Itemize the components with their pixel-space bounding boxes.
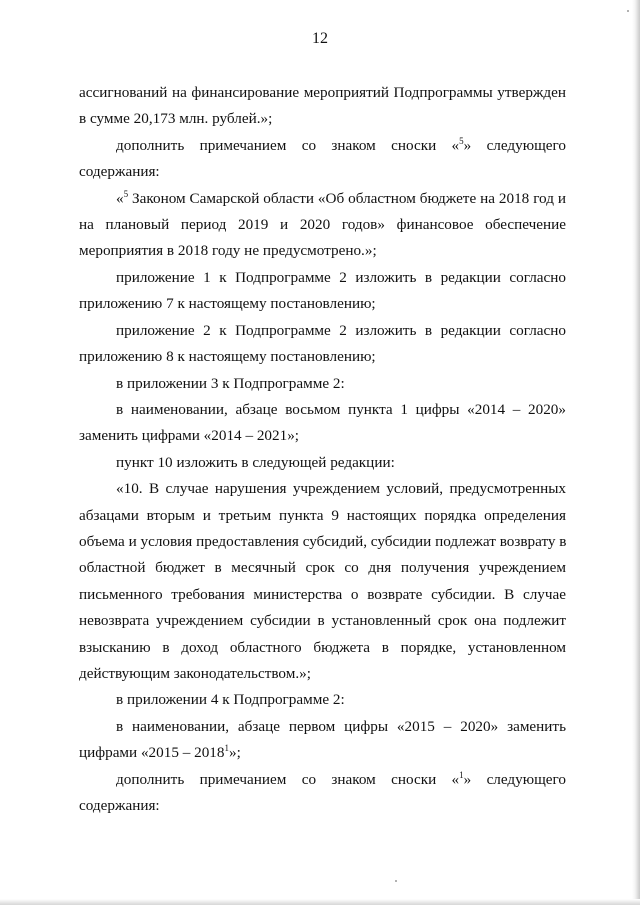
text-line — [116, 189, 566, 209]
text-fragment: »; — [229, 744, 241, 761]
footnote-mark: 5 — [459, 136, 464, 146]
text-line: приложению 8 к настоящему постановлению; — [79, 348, 376, 365]
text-line: пункт 10 изложить в следующей редакции: — [116, 454, 395, 471]
scan-speck — [395, 880, 397, 882]
page-number: 12 — [312, 30, 328, 47]
text-line: письменного требования министерства о возврате субсидии. В случае — [79, 586, 566, 603]
text-fragment: дополнить примечанием со знаком сноски « — [116, 771, 460, 788]
text-line: «10. В случае нарушения учреждением условий, предусмотренных — [116, 480, 566, 497]
text-line: ассигнований на финансирование мероприятий Подпрограммы утвержден — [79, 84, 566, 101]
text-line: абзацами вторым и третьим пункта 9 настоящих порядка определения — [79, 507, 566, 524]
text-line: содержания: — [79, 163, 160, 180]
scan-speck — [627, 10, 629, 12]
text-line: объема и условия предоставления субсидий, субсидии подлежат возврату в — [79, 533, 567, 550]
text-line: взысканию в доход областного бюджета в порядке, установленном — [79, 639, 566, 656]
text-line: содержания: — [79, 797, 160, 814]
text-line: областной бюджет в месячный срок со дня получения учреждением — [79, 559, 566, 576]
text-line: заменить цифрами «2014 – 2021»; — [79, 427, 300, 444]
text-line: мероприятия в 2018 году не предусмотрено.»; — [79, 242, 377, 259]
text-fragment: » следующего — [463, 137, 566, 154]
text-line: в наименовании, абзаце восьмом пункта 1 цифры «2014 – 2020» — [116, 401, 566, 418]
text-line — [116, 136, 566, 156]
text-line: невозврата учреждением субсидии в установленный срок она подлежит — [79, 612, 566, 629]
text-line: действующим законодательством.»; — [79, 665, 311, 682]
footnote-mark: 5 — [123, 189, 129, 199]
scan-shadow-bottom — [0, 899, 640, 905]
text-line: на плановый период 2019 и 2020 годов» финансовое обеспечение — [79, 216, 566, 233]
text-fragment: цифрами «2015 – 2018 — [79, 744, 225, 761]
text-line: в сумме 20,173 млн. рублей.»; — [79, 110, 273, 127]
text-fragment: » следующего — [463, 771, 566, 788]
text-fragment: дополнить примечанием со знаком сноски « — [116, 137, 460, 154]
footnote-mark: 1 — [459, 770, 464, 780]
text-line: приложению 7 к настоящему постановлению; — [79, 295, 376, 312]
text-line: приложение 1 к Подпрограмме 2 изложить в редакции согласно — [116, 269, 566, 286]
text-line — [79, 743, 566, 763]
text-fragment: Законом Самарской области «Об областном бюджете на 2018 год и — [128, 190, 566, 207]
text-fragment: « — [116, 190, 124, 207]
text-line — [116, 770, 566, 790]
footnote-mark: 1 — [224, 743, 229, 753]
text-line: в приложении 4 к Подпрограмме 2: — [116, 691, 345, 708]
text-line: приложение 2 к Подпрограмме 2 изложить в редакции согласно — [116, 322, 566, 339]
text-line: в наименовании, абзаце первом цифры «2015 – 2020» заменить — [116, 718, 566, 735]
scan-shadow-right — [632, 0, 640, 905]
text-line: в приложении 3 к Подпрограмме 2: — [116, 375, 345, 392]
